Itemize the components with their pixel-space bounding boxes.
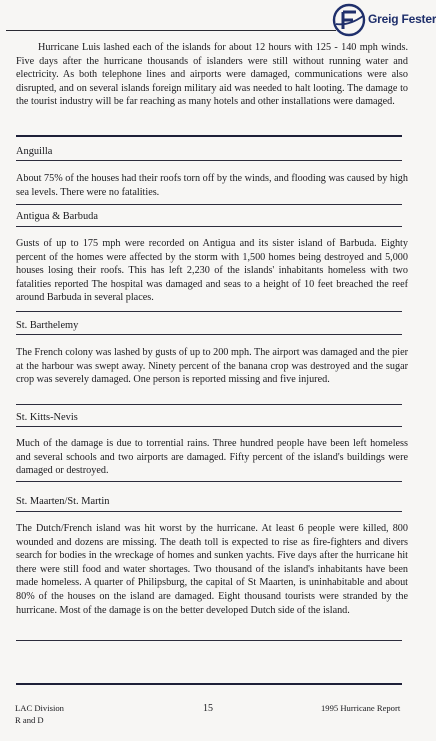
section-divider	[16, 481, 402, 482]
section-underline	[16, 426, 402, 427]
company-logo	[332, 2, 436, 38]
section-divider	[16, 135, 402, 137]
section-body-anguilla: About 75% of the houses had their roofs torn off by the winds, and flooding was caused by high sea levels. There were no fatalities.	[16, 173, 408, 198]
section-title-antigua: Antigua & Barbuda	[16, 211, 98, 222]
logo-text: Greig Fester	[368, 12, 436, 26]
footer-rule	[16, 683, 402, 685]
section-title-st-maarten: St. Maarten/St. Martin	[16, 496, 110, 507]
header-rule	[6, 30, 336, 31]
footer-division: LAC Division	[15, 703, 64, 713]
section-divider	[16, 204, 402, 205]
intro-paragraph: Hurricane Luis lashed each of the islands for about 12 hours with 125 - 140 mph winds. Five days after the hurricane thousands of islanders were still without running water and electricity. As both telephone lines and airports were damaged, communications were also disrupted, and on several islands foreign military aid was needed to halt looting. The damage to the tourist industry will be far reaching as many hotels and other installations were damaged.	[16, 42, 408, 108]
section-body-antigua: Gusts of up to 175 mph were recorded on Antigua and its sister island of Barbuda. Eighty percent of the homes were affected by the storm with 1,500 homes being destroyed and 5,000 houses losing their roofs. This has left 2,230 of the islands' inhabitants homeless with two fatalities reported The hospital was damaged and seas to a height of 10 feet breached the reef around Barbuda in several places.	[16, 238, 408, 304]
section-title-st-barthelemy: St. Barthelemy	[16, 320, 79, 331]
section-underline	[16, 334, 402, 335]
section-divider	[16, 311, 402, 312]
section-body-st-maarten: The Dutch/French island was hit worst by the hurricane. At least 6 people were killed, 800 wounded and dozens are missing. The death toll is expected to rise as fire-fighters and divers search for bodies in the wreckage of homes and sunken yachts. Five days after the hurricane hit there were still food and water shortages. Two thousand of the island's inhabitants have been made homeless. A quarter of Philipsburg, the capital of St Maarten, is uninhabitable and about 80% of the houses on the island are damaged. Eight thousand tourists were stranded by the hurricane. Most of the damage is on the better developed Dutch side of the island.	[16, 523, 408, 616]
section-body-st-barthelemy: The French colony was lashed by gusts of up to 200 mph. The airport was damaged and the pier at the harbour was swept away. Ninety percent of the banana crop was destroyed and the sugar crop was severely damaged. One person is reported missing and five injured.	[16, 347, 408, 386]
section-divider	[16, 404, 402, 405]
section-title-anguilla: Anguilla	[16, 146, 53, 157]
section-underline	[16, 160, 402, 161]
footer-dept: R and D	[15, 715, 44, 725]
section-underline	[16, 226, 402, 227]
section-underline	[16, 511, 402, 512]
section-divider	[16, 640, 402, 641]
section-title-st-kitts-nevis: St. Kitts-Nevis	[16, 412, 78, 423]
section-body-st-kitts-nevis: Much of the damage is due to torrential rains. Three hundred people have been left homeless and several schools and two airports are damaged. Fifty percent of the island's buildings were damaged or destroyed.	[16, 438, 408, 477]
footer-report-title: 1995 Hurricane Report	[321, 703, 401, 713]
page-number: 15	[203, 703, 213, 714]
greig-fester-logo-icon	[332, 2, 368, 38]
